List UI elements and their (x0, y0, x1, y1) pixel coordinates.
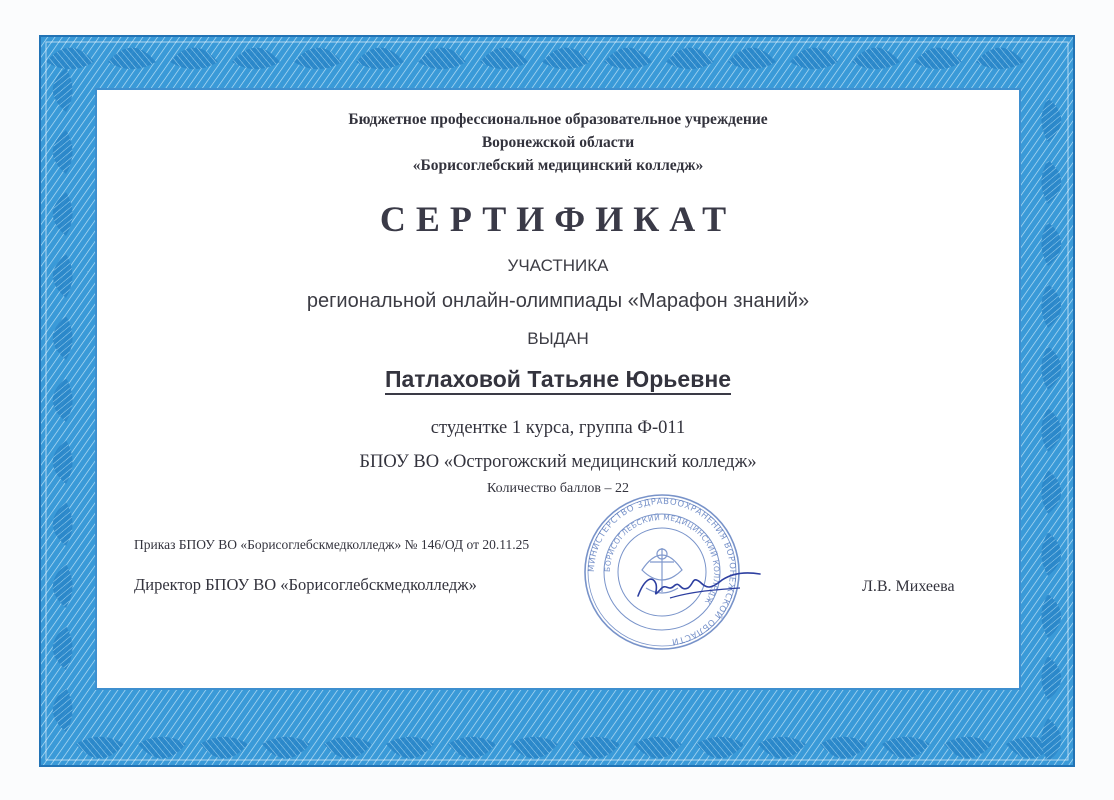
certificate-title: СЕРТИФИКАТ (379, 199, 737, 239)
recipient-name-block (97, 366, 1019, 393)
org-line-3: «Борисоглебский медицинский колледж» (412, 157, 704, 174)
college-name: БПОУ ВО «Острогожский медицинский колледж» (359, 452, 757, 472)
director-signature (630, 562, 765, 612)
org-line-2: Воронежской области (481, 134, 635, 151)
issuing-organization (97, 108, 1019, 177)
score-line: Количество баллов – 22 (487, 481, 629, 496)
order-reference: Приказ БПОУ ВО «Борисоглебскмедколледж» № 146/ОД от 20.11.25 (134, 537, 530, 552)
director-title: Директор БПОУ ВО «Борисоглебскмедколледж» (134, 575, 477, 594)
stamp-outer-text: МИНИСТЕРСТВО ЗДРАВООХРАНЕНИЯ ВОРОНЕЖСКОЙ ОБЛАСТИ (586, 496, 738, 647)
signer-name: Л.В. Михеева (862, 578, 955, 595)
org-line-1: Бюджетное профессиональное образовательное учреждение (348, 111, 768, 128)
recipient-type: УЧАСТНИКА (507, 256, 609, 275)
issued-label: ВЫДАН (527, 329, 589, 348)
student-info: студентке 1 курса, группа Ф-011 (430, 418, 686, 438)
stamp-inner-text: БОРИСОГЛЕБСКИЙ МЕДИЦИНСКИЙ КОЛЛЕДЖ (602, 512, 722, 607)
event-name: региональной онлайн-олимпиады «Марафон знаний» (306, 290, 810, 312)
recipient-name: Патлаховой Татьяне Юрьевне (385, 366, 731, 395)
